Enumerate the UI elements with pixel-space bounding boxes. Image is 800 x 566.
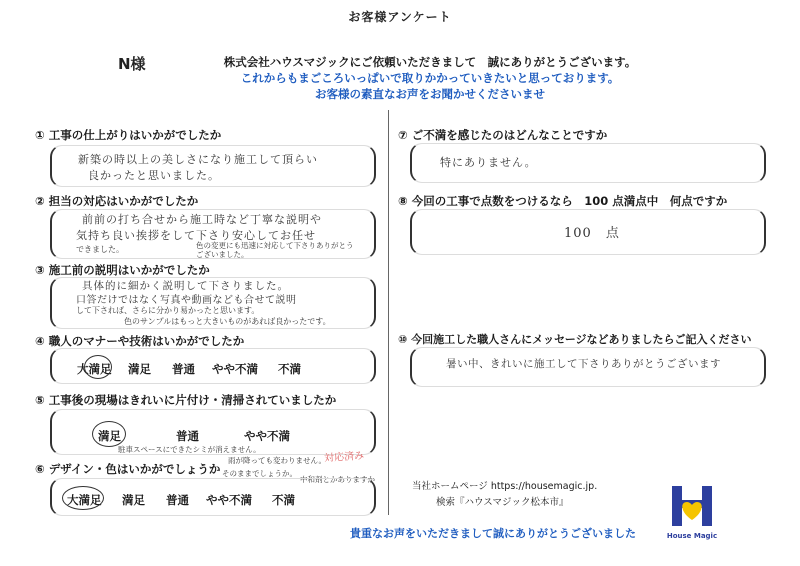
- house-magic-logo-icon: [664, 484, 720, 528]
- question-5-label: ⑤ 工事後の現場はきれいに片付け・清掃されていましたか: [35, 393, 337, 407]
- question-4-label: ④ 職人のマナーや技術はいかがでしたか: [35, 334, 245, 348]
- question-2-answer-line2: 気持ち良い挨拶をして下さり安心してお任せ: [76, 229, 316, 242]
- question-7-label: ⑦ ご不満を感じたのはどんなことですか: [398, 128, 608, 142]
- house-magic-logo-text: House Magic: [666, 532, 718, 540]
- header-thanks-line: 株式会社ハウスマジックにご依頼いただきまして 誠にありがとうございます。: [223, 55, 637, 69]
- question-4-option-somewhat-dissatisfied[interactable]: やや不満: [212, 362, 258, 376]
- question-4-option-satisfied[interactable]: 満足: [128, 362, 151, 376]
- question-6-option-neutral[interactable]: 普通: [166, 493, 189, 507]
- question-6-selection-circle: [62, 486, 104, 510]
- question-6-label: ⑥ デザイン・色はいかがでしょうか: [35, 462, 221, 476]
- question-8-label: ⑧ 今回の工事で点数をつけるなら 100 点満点中 何点ですか: [398, 194, 728, 208]
- question-5-note-line3: そのままでしょうか。: [222, 469, 297, 478]
- question-3-label: ③ 施工前の説明はいかがでしたか: [35, 263, 210, 277]
- question-6-option-dissatisfied[interactable]: 不満: [272, 493, 295, 507]
- column-divider: [388, 110, 389, 515]
- question-10-label: ⑩ 今回施工した職人さんにメッセージなどありましたらご記入ください: [398, 333, 752, 346]
- question-8-score: 100 点: [564, 226, 620, 241]
- question-5-note-line4: 中和剤とかありますか: [300, 475, 375, 484]
- question-10-answer: 暑い中、きれいに施工して下さりありがとうございます: [446, 358, 721, 370]
- question-5-option-somewhat-dissatisfied[interactable]: やや不満: [244, 429, 290, 443]
- question-2-answer-note1: 色の変更にも迅速に対応して下さりありがとう: [196, 241, 354, 250]
- question-5-note-line2: 雨が降っても変わりません。: [228, 456, 326, 465]
- question-4-option-neutral[interactable]: 普通: [172, 362, 195, 376]
- question-2-answer-line3: できました。: [76, 245, 124, 254]
- customer-name: N様: [118, 55, 146, 73]
- question-1-answer-line2: 良かったと思いました。: [88, 169, 220, 182]
- question-7-answer: 特にありません。: [440, 156, 537, 169]
- footer-homepage[interactable]: 当社ホームページ https://housemagic.jp.: [412, 481, 598, 492]
- question-3-answer-line3: して下されば、さらに分かり易かったと思います。: [76, 306, 260, 315]
- question-5-note-line1: 駐車スペースにできたシミが消えません。: [118, 445, 261, 454]
- question-2-answer-note2: ございました。: [196, 250, 249, 259]
- question-6-option-satisfied[interactable]: 満足: [122, 493, 145, 507]
- question-3-answer-line4: 色のサンプルはもっと大きいものがあれば良かったです。: [124, 317, 331, 326]
- header-commitment-line: これからもまごころいっぱいで取りかかっていきたいと思っております。: [240, 71, 620, 85]
- footer-search-hint: 検索『ハウスマジック松本市』: [436, 497, 569, 508]
- question-2-label: ② 担当の対応はいかがでしたか: [35, 194, 199, 208]
- question-4-option-very-satisfied[interactable]: 大満足: [77, 362, 112, 376]
- question-2-answer-line1: 前前の打ち合せから施工時など丁寧な説明や: [82, 213, 322, 226]
- question-3-answer-line2: 口答だけではなく写真や動画なども合せて説明: [76, 295, 297, 306]
- question-6-option-somewhat-dissatisfied[interactable]: やや不満: [206, 493, 252, 507]
- question-3-answer-line1: 具体的に細かく説明して下さりました。: [82, 280, 289, 292]
- question-4-option-dissatisfied[interactable]: 不満: [278, 362, 301, 376]
- survey-title: お客様アンケート: [348, 10, 452, 24]
- question-6-option-very-satisfied[interactable]: 大満足: [67, 493, 102, 507]
- footer-thanks: 貴重なお声をいただきまして誠にありがとうございました: [350, 527, 636, 540]
- handled-stamp: 対応済み: [323, 450, 365, 465]
- question-1-answer-line1: 新築の時以上の美しさになり施工して頂らい: [78, 153, 318, 166]
- question-4-selection-circle: [84, 355, 112, 379]
- header-request-line: お客様の素直なお声をお聞かせくださいませ: [315, 87, 545, 101]
- question-5-option-neutral[interactable]: 普通: [176, 429, 199, 443]
- house-magic-logo: [664, 484, 720, 542]
- question-1-label: ① 工事の仕上がりはいかがでしたか: [35, 128, 222, 142]
- question-5-option-satisfied[interactable]: 満足: [98, 429, 121, 443]
